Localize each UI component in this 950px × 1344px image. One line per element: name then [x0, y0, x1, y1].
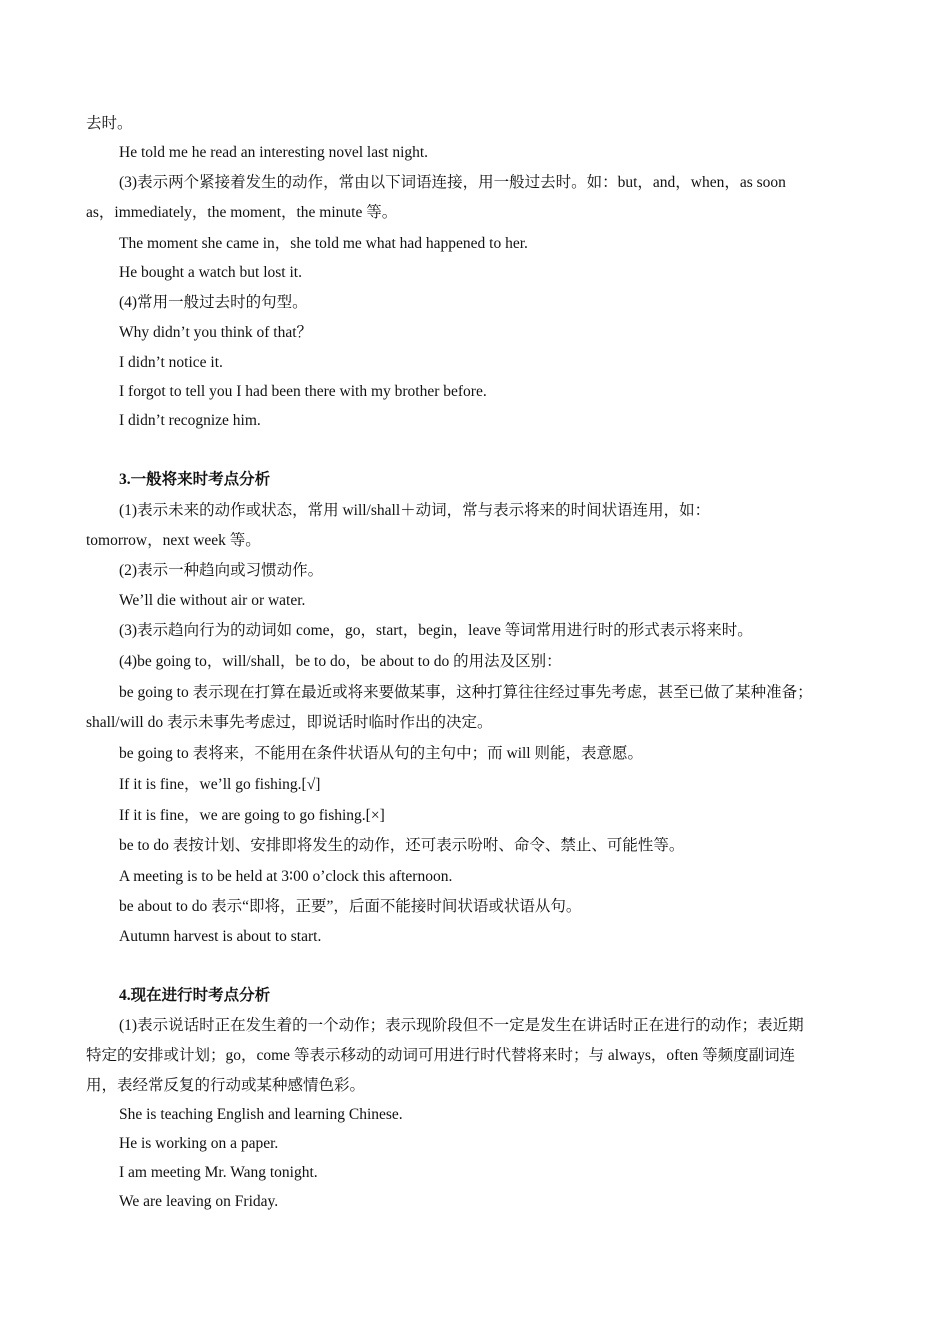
text-line: as，immediately，the moment，the minute 等。: [86, 204, 398, 221]
example-sentence: We are leaving on Friday.: [119, 1193, 279, 1210]
text-line: be about to do 表示“即将，正要”，后面不能接时间状语或状语从句。: [119, 898, 582, 915]
text-line: (3)表示趋向行为的动词如 come，go，start，begin，leave 等词常用进行时的形式表示将来时。: [119, 622, 753, 639]
text-line: tomorrow，next week 等。: [86, 532, 261, 549]
example-sentence: If it is fine，we’ll go fishing.[√]: [119, 776, 321, 793]
text-line: 用，表经常反复的行动或某种感情色彩。: [86, 1077, 366, 1094]
text-line: (4)be going to，will/shall，be to do，be about to do 的用法及区别：: [119, 653, 562, 670]
example-sentence: He bought a watch but lost it.: [119, 264, 302, 281]
example-sentence: We’ll die without air or water.: [119, 592, 306, 609]
text-line: (2)表示一种趋向或习惯动作。: [119, 562, 324, 579]
example-sentence: Why didn’t you think of that？: [119, 324, 313, 341]
example-sentence: She is teaching English and learning Chinese.: [119, 1106, 403, 1123]
example-sentence: If it is fine，we are going to go fishing.[×]: [119, 807, 385, 824]
example-sentence: I didn’t recognize him.: [119, 412, 261, 429]
example-sentence: The moment she came in，she told me what had happened to her.: [119, 235, 528, 252]
example-sentence: I am meeting Mr. Wang tonight.: [119, 1164, 318, 1181]
text-line: (3)表示两个紧接着发生的动作，常由以下词语连接，用一般过去时。如：but，and，when，as soon: [119, 174, 786, 191]
section-heading: 3.一般将来时考点分析: [119, 471, 271, 488]
text-line: shall/will do 表示未事先考虑过，即说话时临时作出的决定。: [86, 714, 493, 731]
text-line: (1)表示说话时正在发生着的一个动作；表示现阶段但不一定是发生在讲话时正在进行的动作；表近期: [119, 1017, 804, 1034]
section-heading: 4.现在进行时考点分析: [119, 987, 271, 1004]
text-line: be going to 表示现在打算在最近或将来要做某事，这种打算往往经过事先考虑，甚至已做了某种准备；: [119, 684, 813, 701]
text-line: (4)常用一般过去时的句型。: [119, 294, 308, 311]
text-line: 去时。: [86, 115, 133, 132]
example-sentence: He told me he read an interesting novel last night.: [119, 144, 429, 161]
text-line: be to do 表按计划、安排即将发生的动作，还可表示吩咐、命令、禁止、可能性等。: [119, 837, 685, 854]
example-sentence: A meeting is to be held at 3∶00 o’clock this afternoon.: [119, 868, 453, 885]
text-line: (1)表示未来的动作或状态，常用 will/shall＋动词，常与表示将来的时间状语连用，如：: [119, 502, 711, 519]
text-line: be going to 表将来，不能用在条件状语从句的主句中；而 will 则能，表意愿。: [119, 745, 643, 762]
example-sentence: He is working on a paper.: [119, 1135, 279, 1152]
text-line: 特定的安排或计划；go，come 等表示移动的动词可用进行时代替将来时；与 always，often 等频度副词连: [86, 1047, 796, 1064]
example-sentence: Autumn harvest is about to start.: [119, 928, 322, 945]
example-sentence: I didn’t notice it.: [119, 354, 223, 371]
example-sentence: I forgot to tell you I had been there with my brother before.: [119, 383, 487, 400]
